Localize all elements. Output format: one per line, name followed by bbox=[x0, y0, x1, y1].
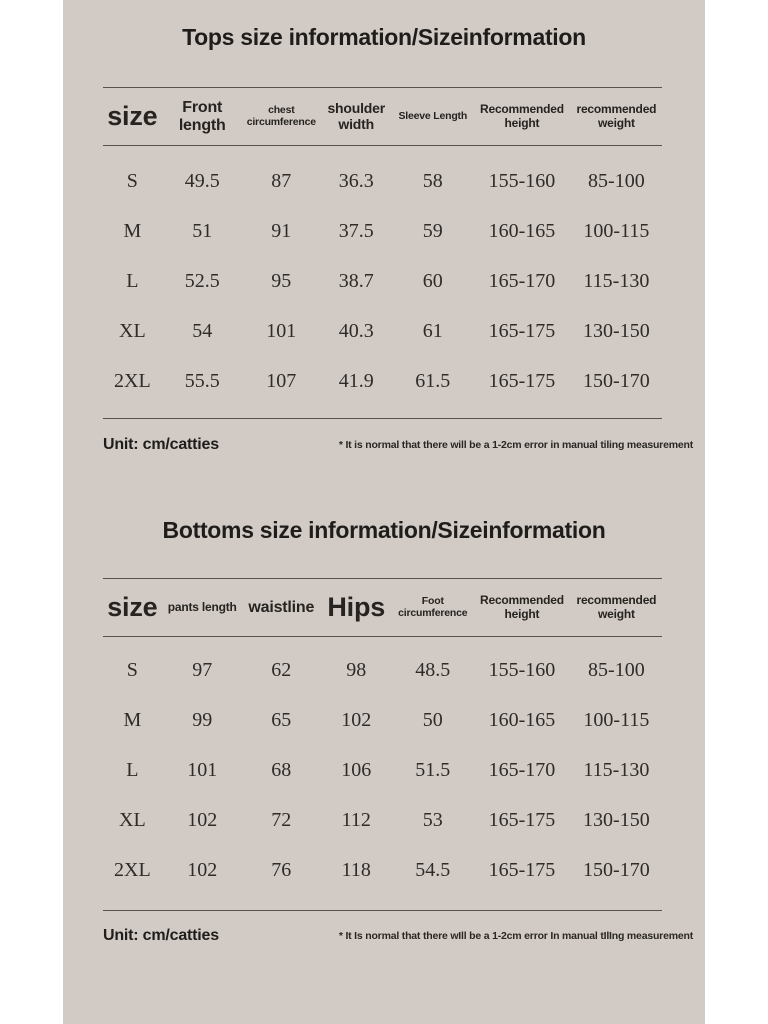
table-cell: 155-160 bbox=[488, 658, 556, 681]
tops-unit-label: Unit: cm/catties bbox=[103, 435, 219, 453]
table-cell: 58 bbox=[422, 169, 443, 192]
table-cell: XL bbox=[119, 808, 146, 831]
tops-header-sleeve-length: Sleeve Length bbox=[398, 109, 468, 122]
table-row bbox=[103, 156, 662, 206]
table-cell: 106 bbox=[341, 758, 372, 781]
table-cell: 160-165 bbox=[488, 219, 556, 242]
table-cell: 68 bbox=[271, 758, 292, 781]
table-cell: 118 bbox=[341, 858, 371, 881]
bottoms-header-foot-circumference: Foot circumference bbox=[398, 594, 468, 619]
tops-table-body bbox=[103, 146, 662, 418]
table-row bbox=[103, 206, 662, 256]
table-cell: 165-175 bbox=[488, 369, 556, 392]
tops-table-header-row bbox=[103, 87, 662, 146]
bottoms-header-recommended-weight: recommended weight bbox=[576, 593, 657, 621]
table-cell: 55.5 bbox=[184, 369, 220, 392]
bottoms-unit-label: Unit: cm/catties bbox=[103, 926, 219, 944]
tops-header-chest-circumference: chest circumference bbox=[246, 103, 316, 128]
table-row bbox=[103, 695, 662, 745]
tops-header-recommended-weight: recommended weight bbox=[576, 102, 657, 130]
table-cell: 54 bbox=[192, 319, 213, 342]
tops-header-shoulder-width: shoulder width bbox=[327, 99, 385, 132]
table-row bbox=[103, 306, 662, 356]
table-cell: S bbox=[126, 169, 138, 192]
table-cell: 59 bbox=[422, 219, 443, 242]
table-row bbox=[103, 356, 662, 406]
table-cell: 52.5 bbox=[184, 269, 220, 292]
bottoms-header-recommended-height: Recommended height bbox=[480, 593, 564, 621]
table-cell: 65 bbox=[271, 708, 292, 731]
table-cell: 2XL bbox=[114, 369, 151, 392]
table-cell: 165-170 bbox=[488, 758, 556, 781]
tops-header-front-length: Front length bbox=[178, 98, 226, 134]
table-cell: 40.3 bbox=[338, 319, 374, 342]
table-cell: 98 bbox=[346, 658, 367, 681]
table-cell: 38.7 bbox=[338, 269, 374, 292]
table-cell: 51.5 bbox=[415, 758, 451, 781]
bottoms-header-size: size bbox=[107, 592, 158, 623]
table-cell: 165-175 bbox=[488, 808, 556, 831]
tops-section-title: Tops size information/Sizeinformation bbox=[182, 24, 586, 50]
table-cell: 130-150 bbox=[583, 319, 650, 342]
table-cell: 97 bbox=[192, 658, 213, 681]
table-cell: 61 bbox=[422, 319, 443, 342]
table-cell: 91 bbox=[271, 219, 292, 242]
table-cell: 37.5 bbox=[338, 219, 374, 242]
table-row bbox=[103, 256, 662, 306]
table-cell: 102 bbox=[341, 708, 372, 731]
table-cell: 36.3 bbox=[338, 169, 374, 192]
table-cell: 61.5 bbox=[415, 369, 451, 392]
table-cell: 115-130 bbox=[583, 269, 650, 292]
bottoms-measurement-note: * It Is normal that there wIll be a 1-2cm error In manual tIlIng measurement bbox=[338, 929, 693, 942]
table-cell: L bbox=[126, 269, 139, 292]
tops-measurement-note: * It is normal that there will be a 1-2cm error in manual tiling measurement bbox=[338, 438, 693, 451]
table-cell: 160-165 bbox=[488, 708, 556, 731]
bottoms-header-pants-length: pants length bbox=[167, 599, 237, 614]
table-cell: 62 bbox=[271, 658, 292, 681]
tops-table-footer bbox=[103, 418, 693, 470]
table-cell: 48.5 bbox=[415, 658, 451, 681]
table-cell: 150-170 bbox=[583, 858, 650, 881]
tops-header-size: size bbox=[107, 101, 158, 132]
table-cell: 130-150 bbox=[583, 808, 650, 831]
bottoms-section-title: Bottoms size information/Sizeinformation bbox=[162, 517, 606, 543]
table-row bbox=[103, 795, 662, 845]
table-row bbox=[103, 845, 662, 895]
bottoms-header-waistline: waistline bbox=[248, 598, 315, 616]
table-row bbox=[103, 645, 662, 695]
table-cell: M bbox=[123, 219, 142, 242]
table-cell: 72 bbox=[271, 808, 292, 831]
table-cell: 85-100 bbox=[588, 169, 645, 192]
table-cell: 101 bbox=[187, 758, 218, 781]
bottoms-table-header-row bbox=[103, 578, 662, 637]
table-cell: 102 bbox=[187, 858, 218, 881]
table-cell: L bbox=[126, 758, 139, 781]
bottoms-table-body bbox=[103, 637, 662, 910]
bottoms-size-table bbox=[103, 578, 662, 910]
table-cell: 49.5 bbox=[184, 169, 220, 192]
table-cell: 100-115 bbox=[583, 708, 650, 731]
table-cell: 53 bbox=[422, 808, 443, 831]
table-cell: 102 bbox=[187, 808, 218, 831]
table-row bbox=[103, 745, 662, 795]
table-cell: 155-160 bbox=[488, 169, 556, 192]
table-cell: 107 bbox=[266, 369, 297, 392]
table-cell: 99 bbox=[192, 708, 213, 731]
tops-header-recommended-height: Recommended height bbox=[480, 102, 564, 130]
size-chart-panel bbox=[63, 0, 705, 1024]
table-cell: 50 bbox=[422, 708, 443, 731]
bottoms-table-footer bbox=[103, 910, 693, 960]
table-cell: 60 bbox=[422, 269, 443, 292]
table-cell: 165-170 bbox=[488, 269, 556, 292]
table-cell: 95 bbox=[271, 269, 292, 292]
table-cell: 2XL bbox=[114, 858, 151, 881]
table-cell: 112 bbox=[341, 808, 371, 831]
table-cell: 54.5 bbox=[415, 858, 451, 881]
table-cell: 87 bbox=[271, 169, 292, 192]
table-cell: XL bbox=[119, 319, 146, 342]
bottoms-header-hips: Hips bbox=[327, 592, 386, 623]
table-cell: 76 bbox=[271, 858, 292, 881]
table-cell: 165-175 bbox=[488, 858, 556, 881]
table-cell: M bbox=[123, 708, 142, 731]
table-cell: S bbox=[126, 658, 138, 681]
table-cell: 100-115 bbox=[583, 219, 650, 242]
table-cell: 165-175 bbox=[488, 319, 556, 342]
table-cell: 85-100 bbox=[588, 658, 645, 681]
table-cell: 51 bbox=[192, 219, 213, 242]
tops-size-table bbox=[103, 87, 662, 418]
table-cell: 101 bbox=[266, 319, 297, 342]
table-cell: 150-170 bbox=[583, 369, 650, 392]
table-cell: 115-130 bbox=[583, 758, 650, 781]
table-cell: 41.9 bbox=[338, 369, 374, 392]
